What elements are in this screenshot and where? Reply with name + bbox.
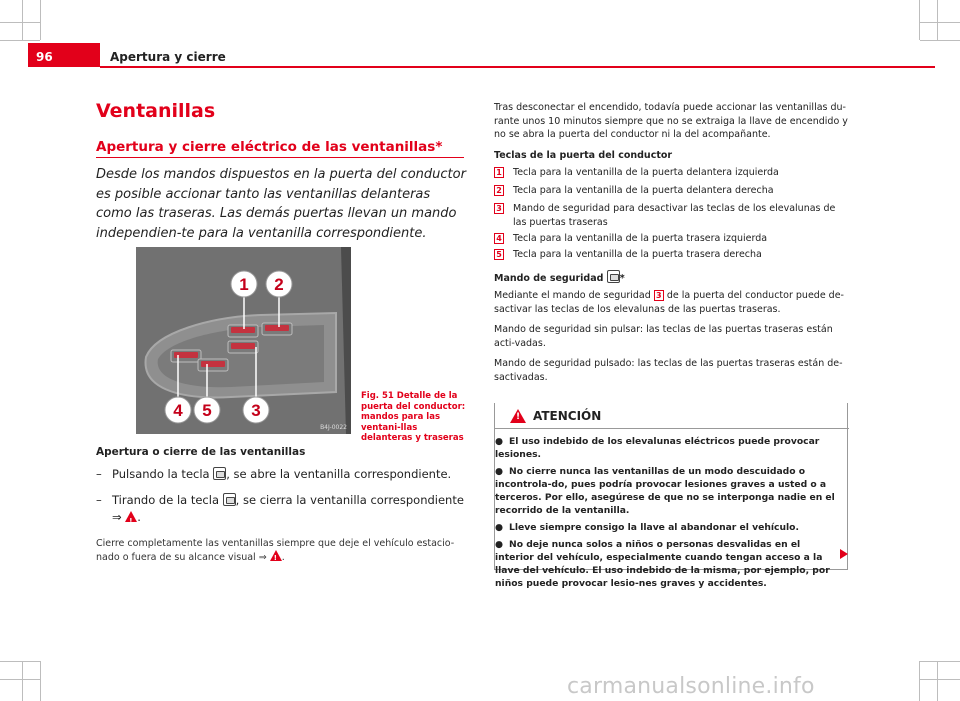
crop-mark [40, 0, 41, 40]
callout-3: 3 [251, 401, 261, 420]
crop-mark [22, 661, 23, 701]
warning-item: ● El uso indebido de los elevalunas eléctricos puede provocar lesiones. [495, 436, 820, 460]
crop-mark [920, 661, 960, 662]
step-text: Pulsando la tecla , se abre la ventanilla correspondiente. [112, 467, 452, 481]
callout-1: 1 [239, 275, 249, 294]
key-number-badge: 3 [494, 203, 504, 214]
ignition-paragraph: Tras desconectar el encendido, todavía puede accionar las ventanillas du-rante unos 10 minutos siempre que no se extraiga la llave de encendido y no se abra la puerta del conductor ni la del acompañante. [494, 102, 848, 140]
running-title: Apertura y cierre [110, 50, 226, 64]
keys-heading: Teclas de la puerta del conductor [494, 150, 673, 161]
warning-triangle-icon [510, 409, 526, 423]
window-key-icon [223, 493, 236, 506]
door-controls-illustration [136, 247, 351, 434]
step-text: Tirando de la tecla , se cierra la ventanilla correspondiente ⇒ ! . [112, 492, 466, 526]
subsection-rule [96, 157, 464, 158]
callout-2: 2 [274, 275, 284, 294]
step-open [96, 466, 466, 483]
warning-header [495, 403, 849, 429]
crop-mark [22, 0, 23, 40]
warning-item: ● No cierre nunca las ventanillas de un modo descuidado o incontrola-do, pues podría provocar lesiones graves a usted o a terceros. Por ello, asegúrese de que no se interponga nadie en el recorrido de la ventanilla. [495, 466, 835, 516]
key-number-badge: 3 [654, 290, 664, 301]
crop-mark [920, 679, 960, 680]
continue-arrow-icon [840, 549, 848, 559]
figure-caption: Fig. 51 Detalle de la puerta del conductor: mandos para las ventani-llas delanteras y traseras [361, 391, 466, 443]
list-item: 2 Tecla para la ventanilla de la puerta delantera derecha [494, 184, 849, 198]
callout-4: 4 [173, 401, 183, 420]
window-key-icon [213, 467, 226, 480]
figure-code: B4J-0022 [320, 424, 347, 431]
note-paragraph: Cierre completamente las ventanillas siempre que deje el vehículo estacio-nado o fuera de su alcance visual ⇒ ! . [96, 537, 468, 564]
list-item: 1 Tecla para la ventanilla de la puerta delantera izquierda [494, 166, 849, 180]
safety-off-paragraph: Mando de seguridad sin pulsar: las teclas de las puertas traseras están acti-vadas. [494, 324, 833, 349]
crop-mark [0, 22, 40, 23]
safety-switch-icon [607, 270, 620, 283]
step-dash: – [96, 493, 102, 507]
crop-mark [919, 0, 920, 40]
warning-title: ATENCIÓN [533, 409, 602, 423]
procedure-heading: Apertura o cierre de las ventanillas [96, 446, 306, 458]
crop-mark [40, 661, 41, 701]
intro-paragraph: Desde los mandos dispuestos en la puerta del conductor es posible accionar tanto las ventanillas delanteras como las traseras. Las demás puertas llevan un mando independien-te para la ventanilla correspondiente. [96, 167, 466, 241]
crop-mark [920, 40, 960, 41]
section-title: Ventanillas [96, 100, 216, 122]
header-rule [100, 66, 935, 68]
watermark: carmanualsonline.info [567, 674, 815, 699]
crop-mark [0, 40, 40, 41]
warning-item: ● No deje nunca solos a niños o personas desvalidas en el interior del vehículo, especialmente cuando tengan acceso a la llave del vehículo. El uso indebido de la misma, por ejemplo, por niños puede provocar lesio-nes graves y accidentes. [495, 539, 830, 589]
list-item: 5 Tecla para la ventanilla de la puerta trasera derecha [494, 248, 849, 262]
callout-5: 5 [202, 401, 212, 420]
crop-mark [937, 661, 938, 701]
key-number-badge: 4 [494, 233, 504, 244]
step-dash: – [96, 467, 102, 481]
safety-on-paragraph: Mando de seguridad pulsado: las teclas de las puertas traseras están de-sactivadas. [494, 358, 843, 383]
safety-paragraph: Mediante el mando de seguridad 3 de la puerta del conductor puede de-sactivar las teclas de los elevalunas de las puertas traseras. [494, 290, 844, 315]
list-item: 3 Mando de seguridad para desactivar las teclas de los elevalunas de las puertas traseras [494, 202, 849, 229]
crop-mark [0, 679, 40, 680]
crop-mark [937, 0, 938, 40]
page-number: 96 [28, 43, 100, 67]
warning-box [494, 403, 848, 589]
warning-list [495, 435, 840, 594]
crop-mark [0, 661, 40, 662]
list-item: 4 Tecla para la ventanilla de la puerta trasera izquierda [494, 232, 849, 246]
warning-triangle-icon[interactable] [125, 511, 137, 522]
key-number-badge: 1 [494, 167, 504, 178]
step-close [96, 492, 466, 526]
crop-mark [919, 661, 920, 701]
warning-triangle-icon[interactable] [270, 550, 282, 561]
door-controls-figure [136, 247, 351, 434]
key-number-badge: 5 [494, 249, 504, 260]
warning-item: ● Lleve siempre consigo la llave al abandonar el vehículo. [495, 522, 799, 533]
key-number-badge: 2 [494, 185, 504, 196]
warning-reference[interactable]: ⇒ [112, 510, 122, 524]
crop-mark [920, 22, 960, 23]
safety-heading: Mando de seguridad * [494, 270, 849, 286]
subsection-title: Apertura y cierre eléctrico de las ventanillas* [96, 139, 443, 155]
